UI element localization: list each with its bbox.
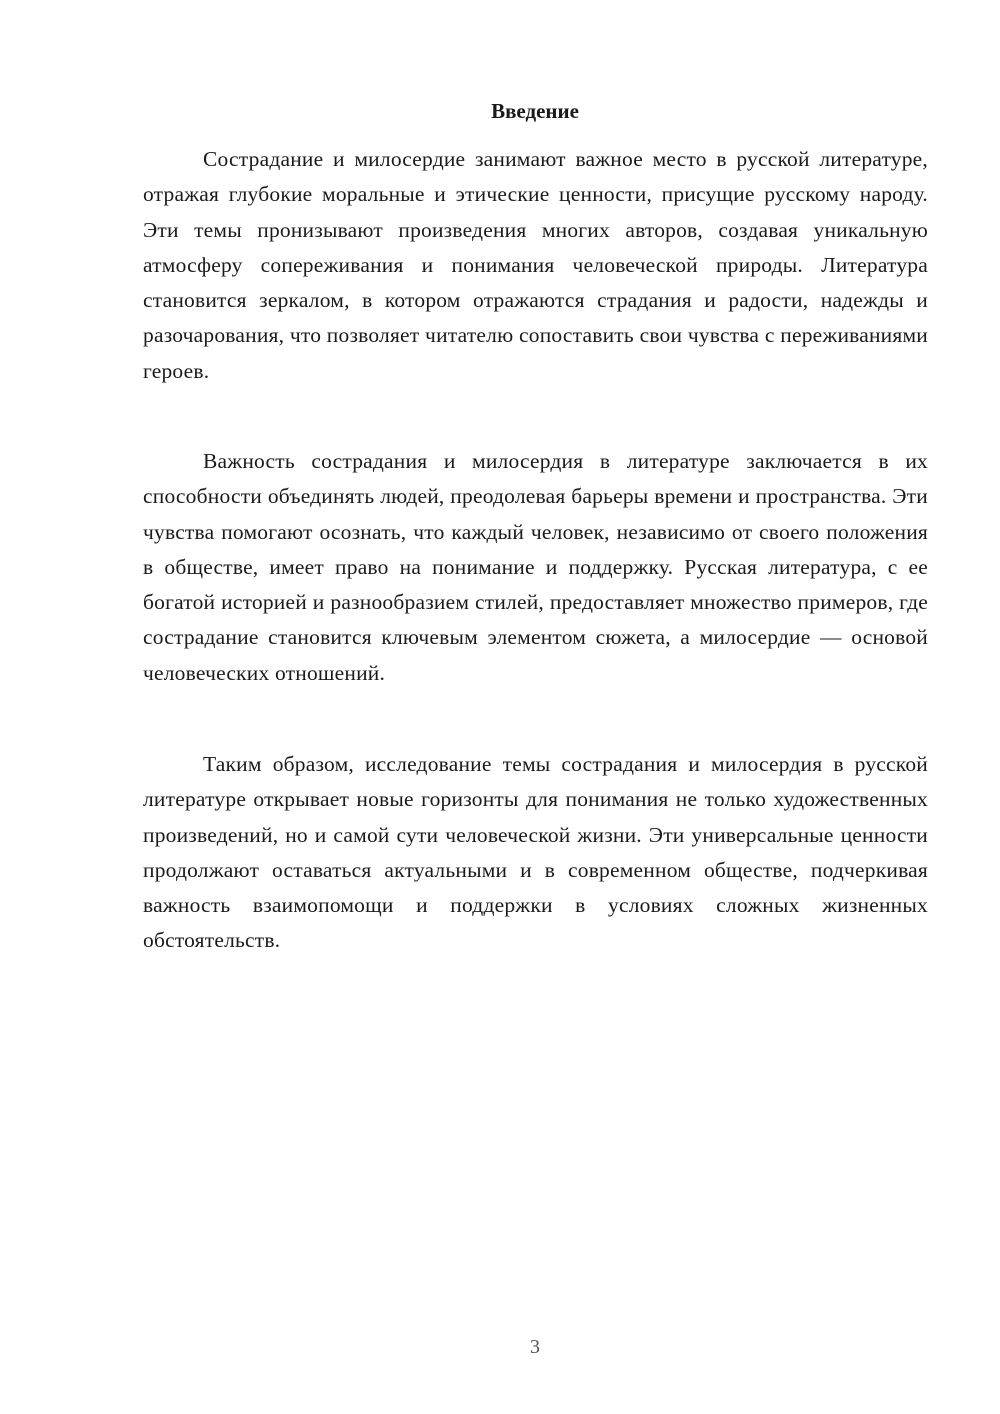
paragraph-1: Сострадание и милосердие занимают важное место в русской литературе, отражая глубокие моральные и этические ценности, присущие русскому народу. Эти темы пронизывают произведения многих авторов, создавая уникальную атмосферу сопереживания и понимания человеческой природы. Литература становится зеркалом, в котором отражаются страдания и радости, надежды и разочарования, что позволяет читателю сопоставить свои чувства с переживаниями героев. xyxy=(143,147,928,383)
paragraph-3: Таким образом, исследование темы сострадания и милосердия в русской литературе открывает новые горизонты для понимания не только художественных произведений, но и самой сути человеческой жизни. Эти универсальные ценности продолжают оставаться актуальными и в современном обществе, подчеркивая важность взаимопомощи и поддержки в условиях сложных жизненных обстоятельств. xyxy=(143,752,928,953)
page-number: 3 xyxy=(530,1336,540,1358)
page-title: Введение xyxy=(491,99,579,123)
paragraph-2: Важность сострадания и милосердия в литературе заключается в их способности объединять людей, преодолевая барьеры времени и пространства. Эти чувства помогают осознать, что каждый человек, независимо от своего положения в обществе, имеет право на понимание и поддержку. Русская литература, с ее богатой историей и разнообразием стилей, предоставляет множество примеров, где сострадание становится ключевым элементом сюжета, а милосердие — основой человеческих отношений. xyxy=(143,449,928,685)
